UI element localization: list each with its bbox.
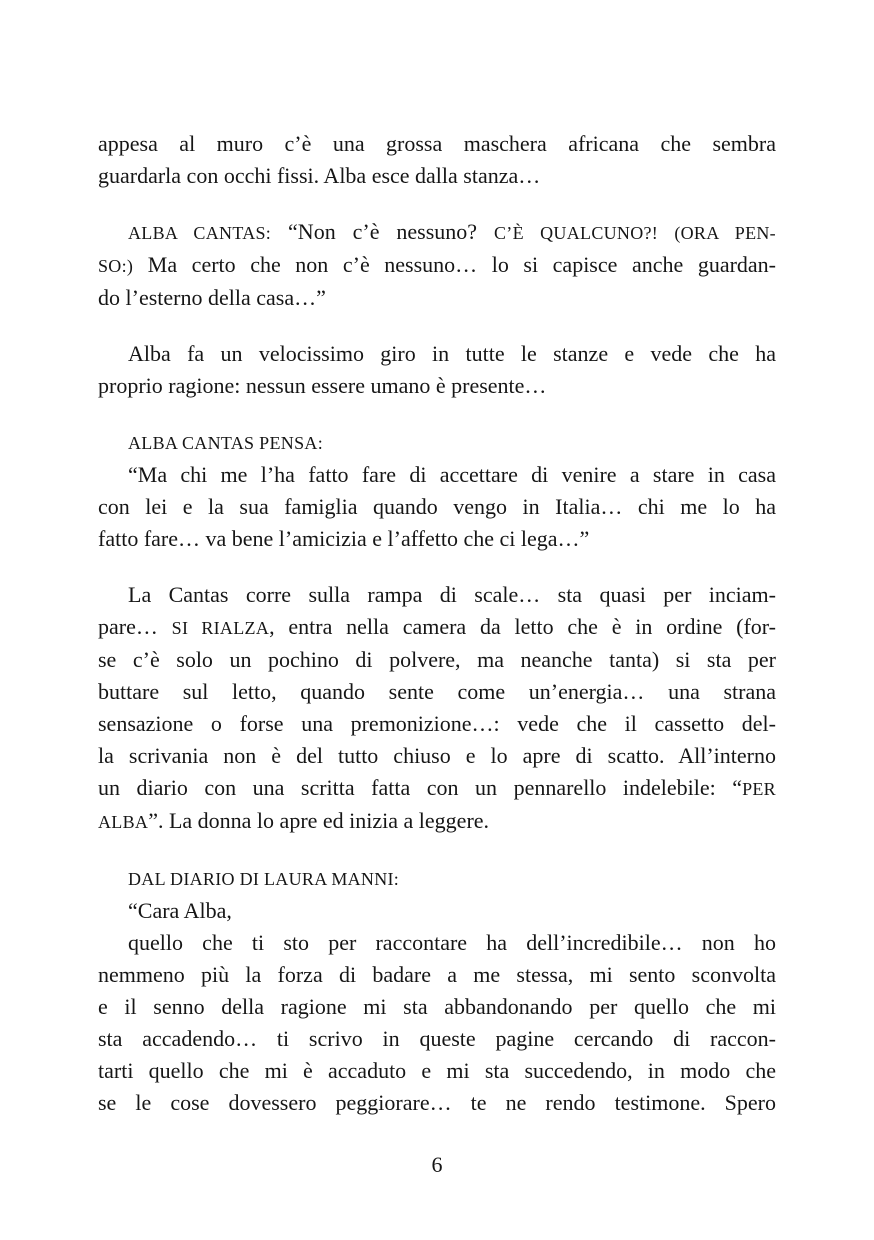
text-run: tarti quello che mi è accaduto e mi sta succedendo, in modo che bbox=[98, 1058, 776, 1083]
smallcaps-run: ALBA CANTAS: bbox=[128, 223, 272, 243]
text-run: La Cantas corre sulla rampa di scale… sta quasi per inciam- bbox=[128, 582, 776, 607]
text-line bbox=[98, 644, 776, 676]
text-run: se c’è solo un pochino di polvere, ma neanche tanta) si sta per bbox=[98, 647, 776, 672]
text-run: e il senno della ragione mi sta abbandonando per quello che mi bbox=[98, 994, 776, 1019]
text-line bbox=[98, 579, 776, 611]
text-line bbox=[98, 708, 776, 740]
text-run: se le cose dovessero peggiorare… te ne rendo testimone. Spero bbox=[98, 1090, 776, 1115]
text-line bbox=[98, 459, 776, 491]
text-line bbox=[98, 676, 776, 708]
text-run: pare… bbox=[98, 614, 172, 639]
text-line bbox=[98, 895, 776, 927]
smallcaps-run: DAL DIARIO DI LAURA MANNI: bbox=[128, 869, 400, 889]
text-line bbox=[98, 772, 776, 805]
text-line bbox=[98, 740, 776, 772]
text-line bbox=[98, 927, 776, 959]
text-run: con lei e la sua famiglia quando vengo in Italia… chi me lo ha bbox=[98, 494, 776, 519]
text-run: appesa al muro c’è una grossa maschera africana che sembra bbox=[98, 131, 776, 156]
text-line bbox=[98, 282, 776, 314]
text-line bbox=[98, 338, 776, 370]
text-line bbox=[98, 991, 776, 1023]
text-run: “Cara Alba, bbox=[128, 898, 232, 923]
text-line bbox=[98, 1087, 776, 1119]
text-run: fatto fare… va bene l’amicizia e l’affetto che ci lega…” bbox=[98, 526, 590, 551]
smallcaps-run: ALBA CANTAS PENSA: bbox=[128, 433, 323, 453]
text-line bbox=[98, 611, 776, 644]
text-run: guardarla con occhi fissi. Alba esce dalla stanza… bbox=[98, 163, 541, 188]
text-run: , entra nella camera da letto che è in ordine (for- bbox=[269, 614, 776, 639]
smallcaps-run: SI RIALZA bbox=[171, 618, 270, 638]
text-line bbox=[98, 370, 776, 402]
text-line bbox=[98, 523, 776, 555]
smallcaps-run: SO:) bbox=[98, 256, 134, 276]
text-run: sta accadendo… ti scrivo in queste pagine cercando di raccon- bbox=[98, 1026, 776, 1051]
text-line bbox=[98, 1055, 776, 1087]
text-line bbox=[98, 216, 776, 249]
text-line bbox=[98, 959, 776, 991]
text-run: sensazione o forse una premonizione…: vede che il cassetto del- bbox=[98, 711, 776, 736]
text-run: nemmeno più la forza di badare a me stessa, mi sento sconvolta bbox=[98, 962, 776, 987]
text-run: un diario con una scritta fatta con un pennarello indelebile: “ bbox=[98, 775, 743, 800]
text-run: Ma certo che non c’è nessuno… lo si capisce anche guardan- bbox=[133, 252, 776, 277]
text-line bbox=[98, 128, 776, 160]
text-run: Alba fa un velocissimo giro in tutte le stanze e vede che ha bbox=[128, 341, 776, 366]
smallcaps-run: C’È QUALCUNO?! (ORA PEN- bbox=[494, 223, 776, 243]
text-line bbox=[98, 862, 776, 895]
text-run: ”. La donna lo apre ed inizia a leggere. bbox=[148, 808, 490, 833]
page-number: 6 bbox=[431, 1152, 443, 1177]
text-run: “Non c’è nessuno? bbox=[271, 219, 494, 244]
smallcaps-run: PER bbox=[742, 779, 776, 799]
text-line bbox=[98, 805, 776, 838]
text-run: “Ma chi me l’ha fatto fare di accettare di venire a stare in casa bbox=[128, 462, 776, 487]
text-line bbox=[98, 426, 776, 459]
text-line bbox=[98, 160, 776, 192]
smallcaps-run: ALBA bbox=[98, 812, 149, 832]
page-body bbox=[98, 0, 776, 1119]
text-line bbox=[98, 249, 776, 282]
text-run: quello che ti sto per raccontare ha dell’incredibile… non ho bbox=[128, 930, 776, 955]
text-line bbox=[98, 1023, 776, 1055]
text-line bbox=[98, 491, 776, 523]
text-run: la scrivania non è del tutto chiuso e lo apre di scatto. All’interno bbox=[98, 743, 776, 768]
text-run: proprio ragione: nessun essere umano è presente… bbox=[98, 373, 547, 398]
text-run: buttare sul letto, quando sente come un’energia… una strana bbox=[98, 679, 776, 704]
text-run: do l’esterno della casa…” bbox=[98, 285, 326, 310]
